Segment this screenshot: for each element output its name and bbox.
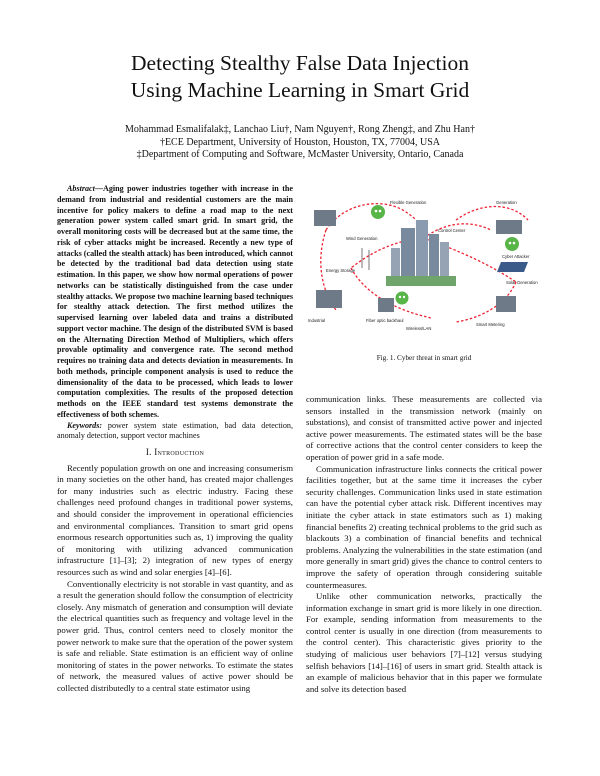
label-cyber: Cyber Attacker (502, 254, 530, 259)
label-industrial: Industrial (308, 318, 325, 323)
keywords-text: power system state estimation, bad data detection, anomaly detection, support vector machines (57, 420, 293, 441)
smart-grid-figure (306, 190, 542, 340)
author-block (40, 124, 560, 162)
author-list: Mohammad Esmalifalak‡, Lanchao Liu†, Nam Nguyen†, Rong Zheng‡, and Zhu Han† (125, 124, 475, 135)
left-column (57, 184, 293, 694)
label-wind: Wind Generation (346, 236, 378, 241)
keywords (57, 421, 293, 443)
title-line-1: Detecting Stealthy False Data Injection (131, 51, 469, 75)
figure-caption: Fig. 1. Cyber threat in smart grid (376, 354, 472, 362)
label-control: Control Center (438, 228, 466, 233)
abstract-label: Abstract (67, 184, 95, 193)
right-paragraph-1: communication links. These measurements are collected via sensors installed in the transmission network (mainly on substations), and consist of transmitted active power and injected active power measurements. The estimated states will be the base of corrective actions that the control center considers to keep the operation of power grid in a safe mode. (306, 394, 542, 462)
affiliation-2: ‡Department of Computing and Software, McMaster University, Ontario, Canada (136, 149, 464, 160)
label-smart: Smart Metering (476, 322, 505, 327)
right-paragraph-3: Unlike other communication networks, practically the information exchange in smart grid is more likely in one direction. For example, sending information from measurements to the control center is usually in one direction (from measurements to the control center). This characteristic gives priority to the studying of malicious user behaviors [7]–[12] versus studying selfish behaviors [14]–[16] of users in smart grid. Stealth attack is an example of malicious behavior that in this paper we formulate and solve its detection based (306, 591, 542, 694)
paper-title (40, 50, 560, 104)
label-flexible: Flexible Generation (390, 200, 427, 205)
right-paragraph-2: Communication infrastructure links connects the critical power facilities together, but at the same time it increases the cyber security challenges. Communication links used in state estimation can have the potential cyber attack risk. Different incentives may initiate the cyber attack in state estimators such as 1) making financial benefits 2) creating technical problems to the grid such as blackouts 3) a combination of financial benefits and technical problems. Analyzing the vulnerabilities in the state estimation (and more generally in smart grid) gives the chance to control centers to improve the safety of operation through considering suitable countermeasures. (306, 463, 542, 590)
section-heading-introduction: I. Introduction (145, 447, 205, 457)
label-solar: Solar Generation (506, 280, 538, 285)
label-wireless: Wireless/LAN (406, 326, 432, 331)
keywords-label: Keywords: (67, 420, 103, 430)
intro-paragraph-1: Recently population growth on one and increasing consumerism in many societies on the other hand, has created major challenges for many industries such as electric industry. Facing these challenges need profound changes in traditional power systems, and should consider the improvement in operational efficiencies and environmental compliances. Transition to smart grid opens enormous research opportunities such as, 1) improving the quality of monitoring with utilizing advanced communication infrastructure [1]–[3]; 2) integration of new types of energy resources such as wind and solar energies [4]–[6]. (57, 462, 293, 577)
title-line-2: Using Machine Learning in Smart Grid (130, 78, 470, 102)
abstract-text: —Aging power industries together with increase in the demand from industrial and residential customers are the main incentive for policy makers to define a road map to the next generation power system called smart grid. In smart grid, the overall monitoring costs will be decreased but at the same time, the risk of cyber attacks might be increased. Recently a new type of attacks (called the stealth attack) has been introduced, which cannot be detected by the traditional bad data detection using state estimation. In this paper, we show how normal operations of power networks can be statistically distinguished from the case under stealthy attacks. We propose two machine learning based techniques for stealthy attack detection. The first method utilizes the supervised learning over labeled data and trains a distributed support vector machine. The design of the distributed SVM is based on the Alternating Direction Method of Multipliers, which offers provable optimality and convergence rate. The second method requires no training data and detects deviation in measurements. In both methods, principle component analysis is used to reduce the dimensionality of the data to be processed, which leads to lower computation complexities. The results of the proposed detection methods on the IEEE standard test systems demonstrate the effectiveness of both schemes. (57, 184, 293, 419)
label-energy: Energy Storage (326, 268, 356, 273)
abstract (57, 184, 293, 421)
label-generation: Generation (496, 200, 517, 205)
right-column (306, 394, 542, 695)
affiliation-1: †ECE Department, University of Houston, Houston, TX, 77004, USA (159, 136, 441, 148)
intro-paragraph-2: Conventionally electricity is not storable in vast quantity, and as a result the generation should follow the consumption of electricity closely. Any mismatch of generation and consumption will deviate the electrical quantities such as frequency and voltage level in the power grid. Thus, control centers need to closely monitor the power network to make sure that the operation of the power system is safe and reliable. State estimation is an efficient way of online monitoring of states in the power networks. To estimate the states of network, the measured values of active power should be collected distributedly to a central state estimator using (57, 578, 293, 693)
label-fiber: Fiber optic backhaul (366, 318, 404, 323)
